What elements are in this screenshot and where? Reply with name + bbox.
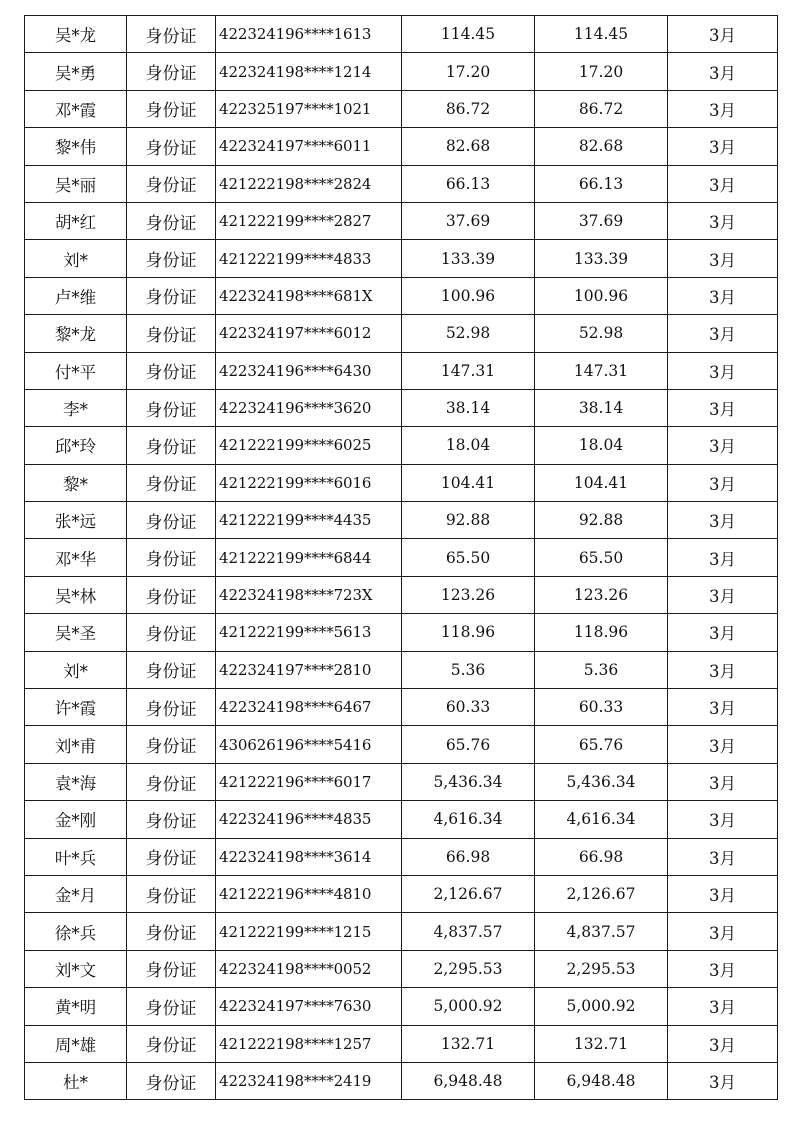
amount-cell: 82.68 bbox=[402, 128, 535, 165]
name-cell: 刘* bbox=[25, 240, 127, 277]
name-cell: 刘*甫 bbox=[25, 726, 127, 763]
table-row bbox=[25, 875, 778, 912]
amount-cell-2: 104.41 bbox=[535, 464, 668, 501]
month-cell: 3月 bbox=[668, 913, 778, 950]
id-type-cell: 身份证 bbox=[127, 838, 216, 875]
id-number-cell: 421222199****6844 bbox=[216, 539, 402, 576]
id-type-cell: 身份证 bbox=[127, 464, 216, 501]
name-cell: 杜* bbox=[25, 1062, 127, 1099]
name-cell: 卢*维 bbox=[25, 277, 127, 314]
id-number-cell: 422324197****7630 bbox=[216, 988, 402, 1025]
amount-cell-2: 5.36 bbox=[535, 651, 668, 688]
id-type-cell: 身份证 bbox=[127, 352, 216, 389]
amount-cell: 133.39 bbox=[402, 240, 535, 277]
id-number-cell: 421222199****4435 bbox=[216, 502, 402, 539]
month-cell: 3月 bbox=[668, 614, 778, 651]
table-row bbox=[25, 240, 778, 277]
table-row bbox=[25, 277, 778, 314]
month-cell: 3月 bbox=[668, 315, 778, 352]
id-number-cell: 422324198****3614 bbox=[216, 838, 402, 875]
amount-cell: 2,126.67 bbox=[402, 875, 535, 912]
amount-cell-2: 5,436.34 bbox=[535, 763, 668, 800]
month-cell: 3月 bbox=[668, 838, 778, 875]
amount-cell: 104.41 bbox=[402, 464, 535, 501]
month-cell: 3月 bbox=[668, 875, 778, 912]
amount-cell-2: 82.68 bbox=[535, 128, 668, 165]
id-type-cell: 身份证 bbox=[127, 202, 216, 239]
name-cell: 吴*圣 bbox=[25, 614, 127, 651]
table-row bbox=[25, 801, 778, 838]
table-row bbox=[25, 202, 778, 239]
amount-cell: 37.69 bbox=[402, 202, 535, 239]
id-type-cell: 身份证 bbox=[127, 502, 216, 539]
id-number-cell: 422324196****6430 bbox=[216, 352, 402, 389]
month-cell: 3月 bbox=[668, 502, 778, 539]
name-cell: 黎*伟 bbox=[25, 128, 127, 165]
amount-cell-2: 147.31 bbox=[535, 352, 668, 389]
id-number-cell: 422324196****3620 bbox=[216, 389, 402, 426]
amount-cell: 100.96 bbox=[402, 277, 535, 314]
name-cell: 袁*海 bbox=[25, 763, 127, 800]
amount-cell-2: 92.88 bbox=[535, 502, 668, 539]
month-cell: 3月 bbox=[668, 950, 778, 987]
name-cell: 吴*勇 bbox=[25, 53, 127, 90]
id-number-cell: 430626196****5416 bbox=[216, 726, 402, 763]
id-type-cell: 身份证 bbox=[127, 801, 216, 838]
amount-cell: 65.76 bbox=[402, 726, 535, 763]
table-row bbox=[25, 502, 778, 539]
month-cell: 3月 bbox=[668, 128, 778, 165]
id-number-cell: 422324196****4835 bbox=[216, 801, 402, 838]
month-cell: 3月 bbox=[668, 427, 778, 464]
amount-cell-2: 66.13 bbox=[535, 165, 668, 202]
table-row bbox=[25, 913, 778, 950]
name-cell: 徐*兵 bbox=[25, 913, 127, 950]
name-cell: 许*霞 bbox=[25, 689, 127, 726]
month-cell: 3月 bbox=[668, 165, 778, 202]
month-cell: 3月 bbox=[668, 389, 778, 426]
amount-cell: 132.71 bbox=[402, 1025, 535, 1062]
name-cell: 吴*丽 bbox=[25, 165, 127, 202]
month-cell: 3月 bbox=[668, 689, 778, 726]
id-number-cell: 421222198****2824 bbox=[216, 165, 402, 202]
table-row bbox=[25, 90, 778, 127]
name-cell: 吴*龙 bbox=[25, 16, 127, 53]
id-number-cell: 421222199****4833 bbox=[216, 240, 402, 277]
amount-cell-2: 4,616.34 bbox=[535, 801, 668, 838]
table-row bbox=[25, 838, 778, 875]
amount-cell: 17.20 bbox=[402, 53, 535, 90]
amount-cell: 5,000.92 bbox=[402, 988, 535, 1025]
month-cell: 3月 bbox=[668, 277, 778, 314]
name-cell: 张*远 bbox=[25, 502, 127, 539]
id-type-cell: 身份证 bbox=[127, 128, 216, 165]
name-cell: 刘*文 bbox=[25, 950, 127, 987]
amount-cell-2: 2,295.53 bbox=[535, 950, 668, 987]
amount-cell-2: 5,000.92 bbox=[535, 988, 668, 1025]
amount-cell-2: 60.33 bbox=[535, 689, 668, 726]
id-type-cell: 身份证 bbox=[127, 726, 216, 763]
table-row bbox=[25, 576, 778, 613]
id-type-cell: 身份证 bbox=[127, 651, 216, 688]
table-row bbox=[25, 726, 778, 763]
id-type-cell: 身份证 bbox=[127, 165, 216, 202]
name-cell: 金*刚 bbox=[25, 801, 127, 838]
month-cell: 3月 bbox=[668, 202, 778, 239]
name-cell: 黄*明 bbox=[25, 988, 127, 1025]
table-row bbox=[25, 1062, 778, 1099]
table-row bbox=[25, 128, 778, 165]
id-number-cell: 421222196****6017 bbox=[216, 763, 402, 800]
table-row bbox=[25, 689, 778, 726]
amount-cell: 52.98 bbox=[402, 315, 535, 352]
amount-cell: 6,948.48 bbox=[402, 1062, 535, 1099]
id-number-cell: 422324198****681X bbox=[216, 277, 402, 314]
amount-cell-2: 114.45 bbox=[535, 16, 668, 53]
name-cell: 叶*兵 bbox=[25, 838, 127, 875]
id-type-cell: 身份证 bbox=[127, 16, 216, 53]
amount-cell: 147.31 bbox=[402, 352, 535, 389]
id-number-cell: 421222199****2827 bbox=[216, 202, 402, 239]
name-cell: 金*月 bbox=[25, 875, 127, 912]
id-number-cell: 421222199****5613 bbox=[216, 614, 402, 651]
amount-cell-2: 133.39 bbox=[535, 240, 668, 277]
table-row bbox=[25, 427, 778, 464]
month-cell: 3月 bbox=[668, 352, 778, 389]
amount-cell-2: 132.71 bbox=[535, 1025, 668, 1062]
table-row bbox=[25, 651, 778, 688]
id-type-cell: 身份证 bbox=[127, 277, 216, 314]
id-number-cell: 422325197****1021 bbox=[216, 90, 402, 127]
amount-cell: 5,436.34 bbox=[402, 763, 535, 800]
name-cell: 胡*红 bbox=[25, 202, 127, 239]
id-number-cell: 421222199****6016 bbox=[216, 464, 402, 501]
amount-cell-2: 100.96 bbox=[535, 277, 668, 314]
amount-cell-2: 18.04 bbox=[535, 427, 668, 464]
id-number-cell: 421222196****4810 bbox=[216, 875, 402, 912]
table-row bbox=[25, 315, 778, 352]
id-number-cell: 422324198****2419 bbox=[216, 1062, 402, 1099]
amount-cell-2: 66.98 bbox=[535, 838, 668, 875]
id-type-cell: 身份证 bbox=[127, 988, 216, 1025]
table-row bbox=[25, 988, 778, 1025]
month-cell: 3月 bbox=[668, 240, 778, 277]
name-cell: 付*平 bbox=[25, 352, 127, 389]
id-number-cell: 422324198****6467 bbox=[216, 689, 402, 726]
id-type-cell: 身份证 bbox=[127, 576, 216, 613]
table-row bbox=[25, 389, 778, 426]
name-cell: 周*雄 bbox=[25, 1025, 127, 1062]
month-cell: 3月 bbox=[668, 1025, 778, 1062]
table-row bbox=[25, 352, 778, 389]
name-cell: 邱*玲 bbox=[25, 427, 127, 464]
amount-cell: 18.04 bbox=[402, 427, 535, 464]
records-table bbox=[24, 15, 778, 1100]
table-row bbox=[25, 763, 778, 800]
amount-cell-2: 37.69 bbox=[535, 202, 668, 239]
id-type-cell: 身份证 bbox=[127, 315, 216, 352]
month-cell: 3月 bbox=[668, 763, 778, 800]
id-number-cell: 421222198****1257 bbox=[216, 1025, 402, 1062]
id-number-cell: 421222199****1215 bbox=[216, 913, 402, 950]
id-type-cell: 身份证 bbox=[127, 689, 216, 726]
amount-cell-2: 86.72 bbox=[535, 90, 668, 127]
id-type-cell: 身份证 bbox=[127, 427, 216, 464]
id-type-cell: 身份证 bbox=[127, 240, 216, 277]
month-cell: 3月 bbox=[668, 801, 778, 838]
amount-cell: 60.33 bbox=[402, 689, 535, 726]
id-type-cell: 身份证 bbox=[127, 913, 216, 950]
amount-cell: 92.88 bbox=[402, 502, 535, 539]
name-cell: 黎*龙 bbox=[25, 315, 127, 352]
month-cell: 3月 bbox=[668, 539, 778, 576]
amount-cell-2: 17.20 bbox=[535, 53, 668, 90]
month-cell: 3月 bbox=[668, 726, 778, 763]
amount-cell-2: 2,126.67 bbox=[535, 875, 668, 912]
id-number-cell: 422324196****1613 bbox=[216, 16, 402, 53]
table-row bbox=[25, 614, 778, 651]
id-type-cell: 身份证 bbox=[127, 614, 216, 651]
amount-cell: 38.14 bbox=[402, 389, 535, 426]
table-row bbox=[25, 53, 778, 90]
id-type-cell: 身份证 bbox=[127, 763, 216, 800]
name-cell: 李* bbox=[25, 389, 127, 426]
id-number-cell: 422324197****2810 bbox=[216, 651, 402, 688]
id-type-cell: 身份证 bbox=[127, 539, 216, 576]
month-cell: 3月 bbox=[668, 53, 778, 90]
records-table-body bbox=[25, 16, 778, 1100]
amount-cell-2: 123.26 bbox=[535, 576, 668, 613]
id-number-cell: 422324198****1214 bbox=[216, 53, 402, 90]
month-cell: 3月 bbox=[668, 988, 778, 1025]
amount-cell-2: 118.96 bbox=[535, 614, 668, 651]
amount-cell-2: 38.14 bbox=[535, 389, 668, 426]
id-number-cell: 422324198****723X bbox=[216, 576, 402, 613]
amount-cell-2: 52.98 bbox=[535, 315, 668, 352]
id-type-cell: 身份证 bbox=[127, 90, 216, 127]
table-row bbox=[25, 16, 778, 53]
month-cell: 3月 bbox=[668, 1062, 778, 1099]
month-cell: 3月 bbox=[668, 651, 778, 688]
id-type-cell: 身份证 bbox=[127, 875, 216, 912]
name-cell: 邓*霞 bbox=[25, 90, 127, 127]
id-type-cell: 身份证 bbox=[127, 950, 216, 987]
amount-cell-2: 4,837.57 bbox=[535, 913, 668, 950]
table-row bbox=[25, 539, 778, 576]
amount-cell: 66.98 bbox=[402, 838, 535, 875]
amount-cell: 86.72 bbox=[402, 90, 535, 127]
table-row bbox=[25, 165, 778, 202]
name-cell: 邓*华 bbox=[25, 539, 127, 576]
amount-cell: 4,837.57 bbox=[402, 913, 535, 950]
amount-cell-2: 65.76 bbox=[535, 726, 668, 763]
table-row bbox=[25, 950, 778, 987]
month-cell: 3月 bbox=[668, 464, 778, 501]
month-cell: 3月 bbox=[668, 90, 778, 127]
table-row bbox=[25, 464, 778, 501]
name-cell: 黎* bbox=[25, 464, 127, 501]
amount-cell: 118.96 bbox=[402, 614, 535, 651]
amount-cell: 4,616.34 bbox=[402, 801, 535, 838]
id-number-cell: 422324197****6012 bbox=[216, 315, 402, 352]
month-cell: 3月 bbox=[668, 576, 778, 613]
amount-cell: 65.50 bbox=[402, 539, 535, 576]
amount-cell: 66.13 bbox=[402, 165, 535, 202]
amount-cell: 2,295.53 bbox=[402, 950, 535, 987]
amount-cell: 114.45 bbox=[402, 16, 535, 53]
id-number-cell: 422324197****6011 bbox=[216, 128, 402, 165]
id-number-cell: 421222199****6025 bbox=[216, 427, 402, 464]
id-type-cell: 身份证 bbox=[127, 389, 216, 426]
amount-cell: 123.26 bbox=[402, 576, 535, 613]
id-type-cell: 身份证 bbox=[127, 1025, 216, 1062]
name-cell: 刘* bbox=[25, 651, 127, 688]
month-cell: 3月 bbox=[668, 16, 778, 53]
id-number-cell: 422324198****0052 bbox=[216, 950, 402, 987]
name-cell: 吴*林 bbox=[25, 576, 127, 613]
amount-cell-2: 6,948.48 bbox=[535, 1062, 668, 1099]
table-row bbox=[25, 1025, 778, 1062]
amount-cell-2: 65.50 bbox=[535, 539, 668, 576]
id-type-cell: 身份证 bbox=[127, 1062, 216, 1099]
amount-cell: 5.36 bbox=[402, 651, 535, 688]
id-type-cell: 身份证 bbox=[127, 53, 216, 90]
